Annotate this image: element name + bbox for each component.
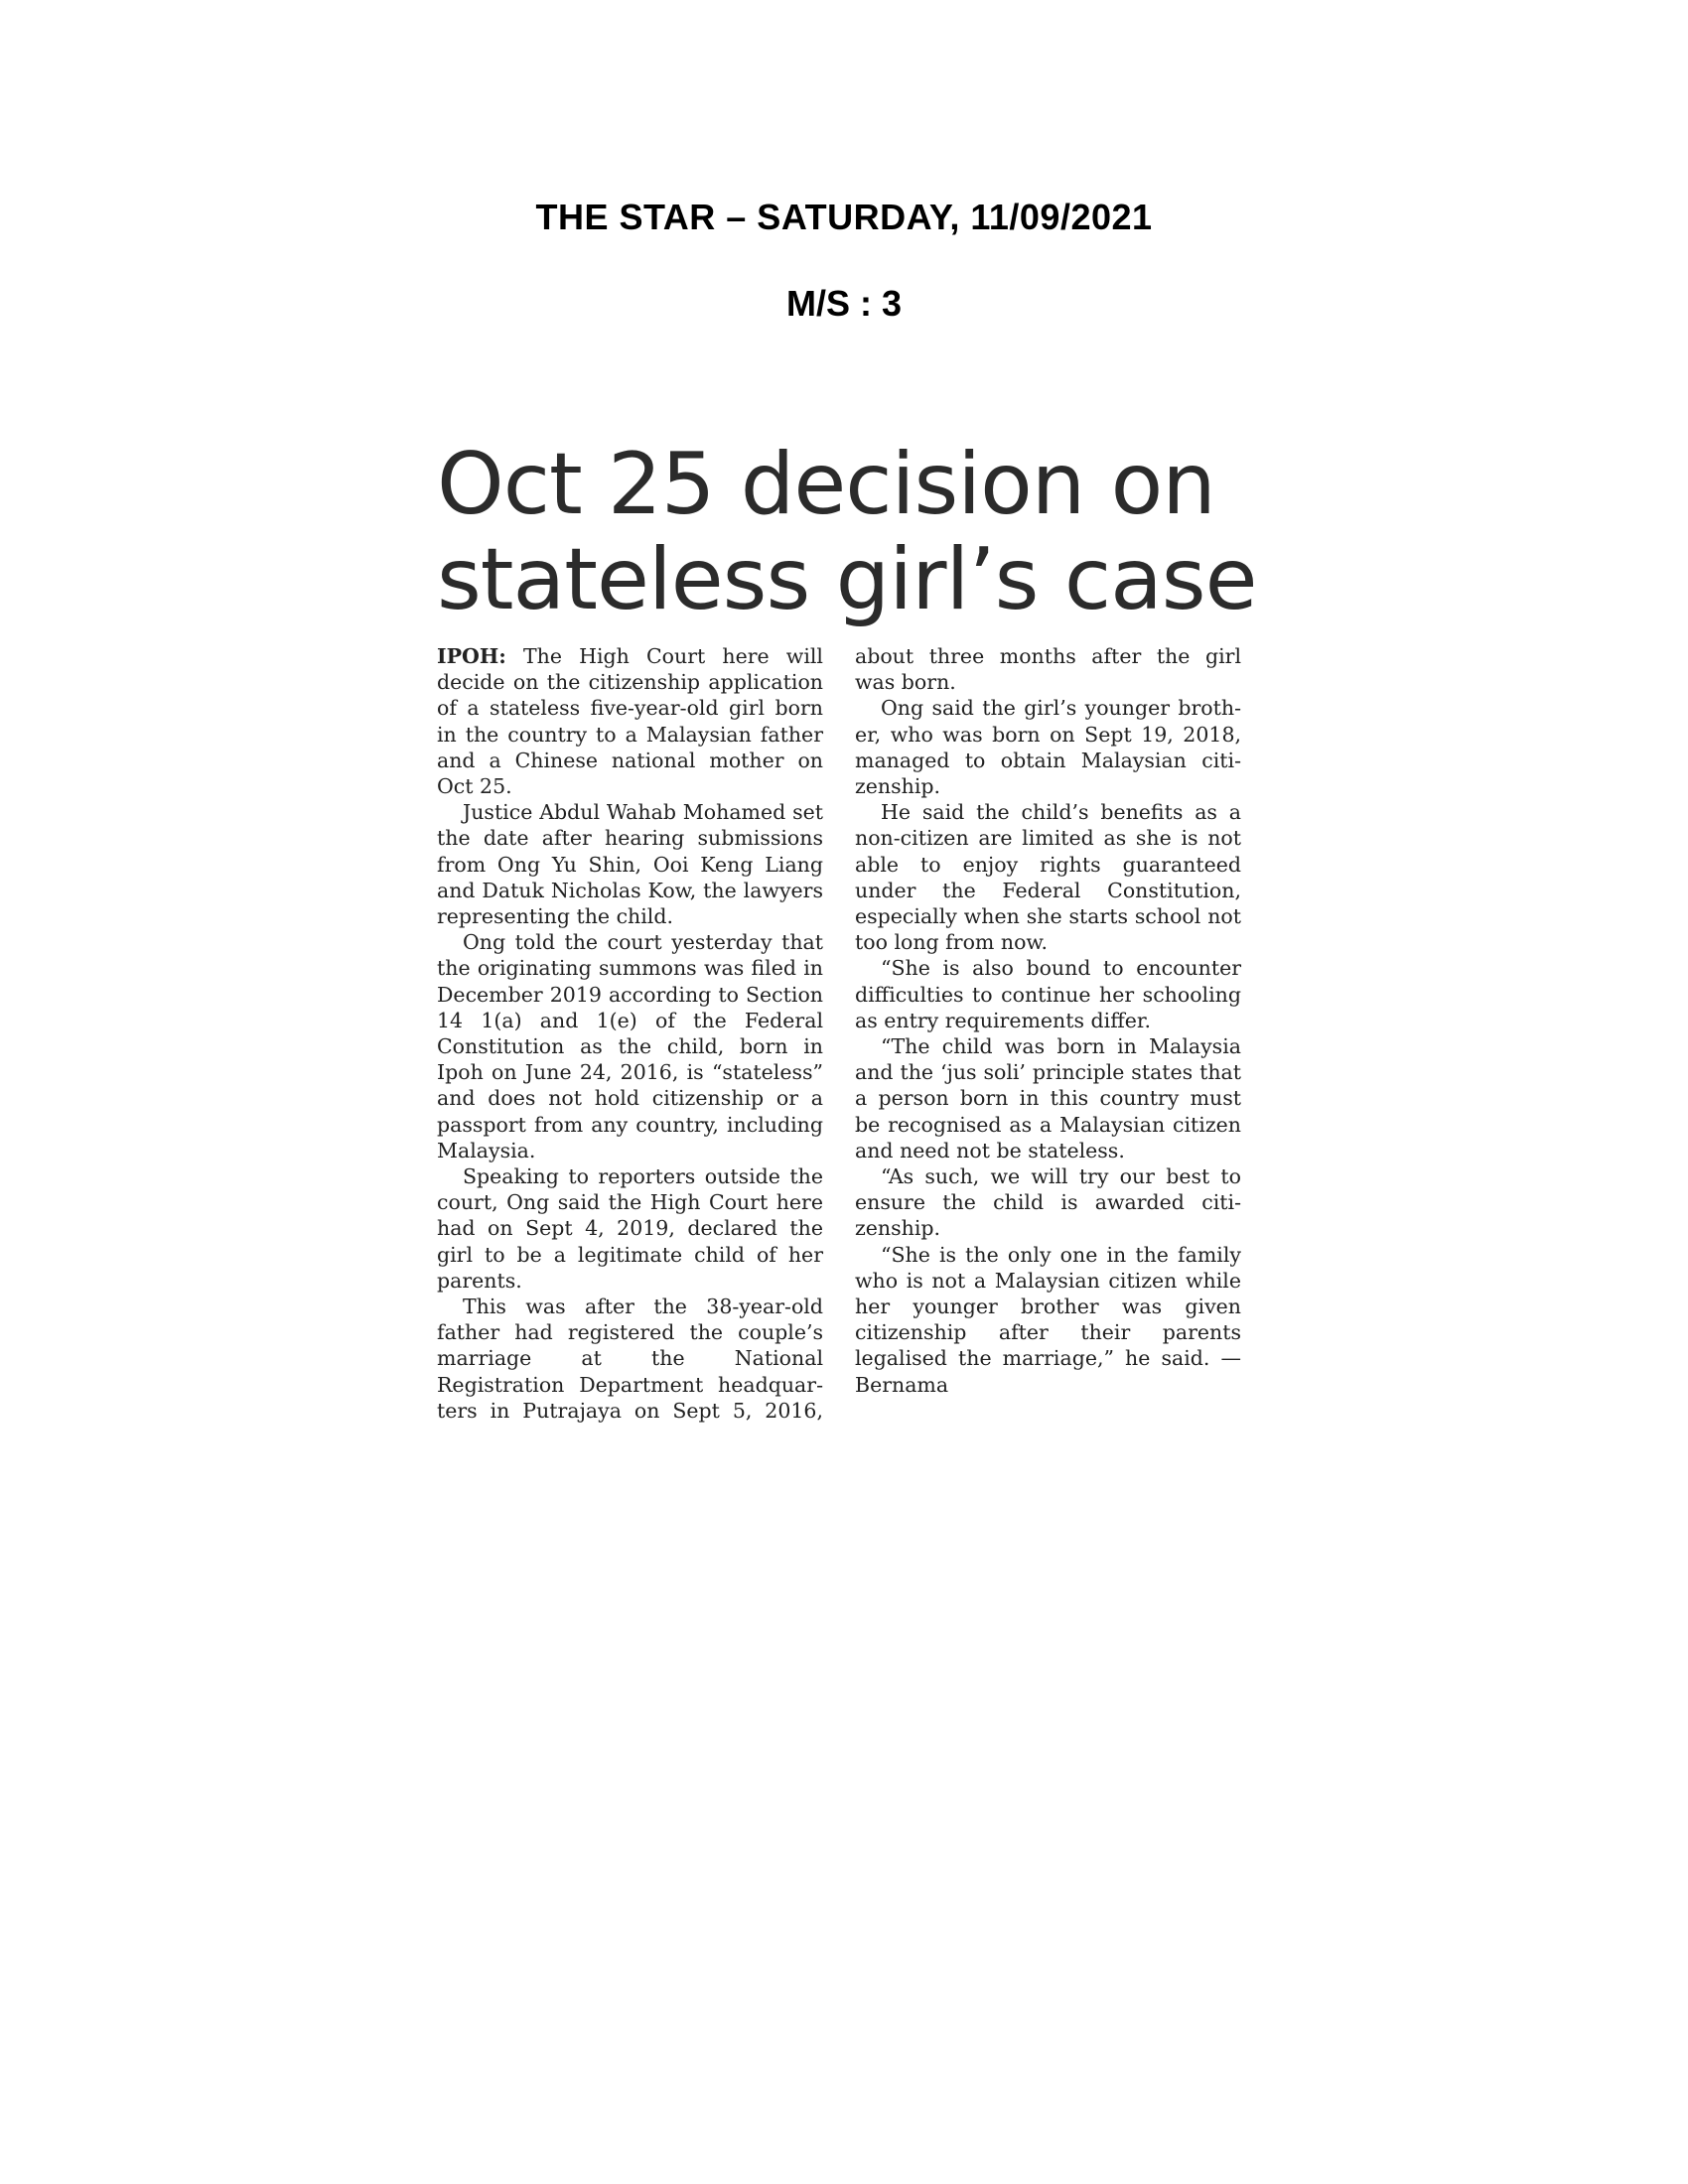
source-line: THE STAR – SATURDAY, 11/09/2021: [535, 197, 1153, 237]
article-paragraph: Ong told the court yesterday that the originating summons was filed in December 2019 according to Section 14 1(a) and 1(e) of the Federal Constitution as the child, born in Ipoh on June 24, 2016, is “stateless” and does not hold citizenship or a passport from any country, including Malaysia.: [437, 930, 823, 1162]
article-paragraph: Justice Abdul Wahab Mohamed set the date after hearing submissions from Ong Yu Shin, Ooi Keng Liang and Datuk Nicholas Kow, the lawyers representing the child.: [437, 800, 823, 929]
headline: [437, 435, 1257, 629]
article-paragraph: “She is also bound to encounter difficulties to continue her schooling as entry requirements differ.: [855, 956, 1241, 1032]
newspaper-clipping: [437, 435, 1257, 1423]
article-body: [437, 643, 1241, 1447]
article-paragraph: Speaking to reporters outside the court, Ong said the High Court here had on Sept 4, 2019, declared the girl to be a legitimate child of her parents.: [437, 1164, 823, 1293]
article-paragraph: “The child was born in Malaysia and the ‘jus soli’ principle states that a person born in this country must be recognised as a Malaysian citizen and need not be stateless.: [855, 1034, 1241, 1162]
article-paragraph: Ong said the girl’s younger brother, who was born on Sept 19, 2018, managed to obtain Malaysian citizenship.: [855, 696, 1241, 799]
article-paragraph: “As such, we will try our best to ensure the child is awarded citizenship.: [855, 1164, 1241, 1241]
article-paragraph: “She is the only one in the family who is not a Malaysian citizen while her younger brother was given citizenship after their parents legalised the marriage,” he said. — Bernama: [855, 1242, 1241, 1397]
paragraph-text: The High Court here will decide on the citizenship application of a stateless five-year-old girl born in the country to a Malaysian father and a Chinese national mother on Oct 25.: [437, 644, 823, 799]
article-paragraph: [437, 643, 823, 799]
page-number: M/S : 3: [785, 283, 902, 324]
headline-line-2: stateless girl’s case: [437, 530, 1257, 629]
article-paragraph: This was after the 38-year-old father had registered the couple’s marriage at the National Registration Department headquarters in Putrajaya on Sept 5, 2016, about three months after the girl was born.: [437, 644, 1241, 1423]
article-paragraph: He said the child’s benefits as a non-citizen are limited as she is not able to enjoy rights guaranteed under the Federal Constitution, especially when she starts school not too long from now.: [855, 800, 1241, 955]
dateline: IPOH:: [437, 644, 506, 668]
headline-line-1: Oct 25 decision on: [437, 435, 1215, 534]
